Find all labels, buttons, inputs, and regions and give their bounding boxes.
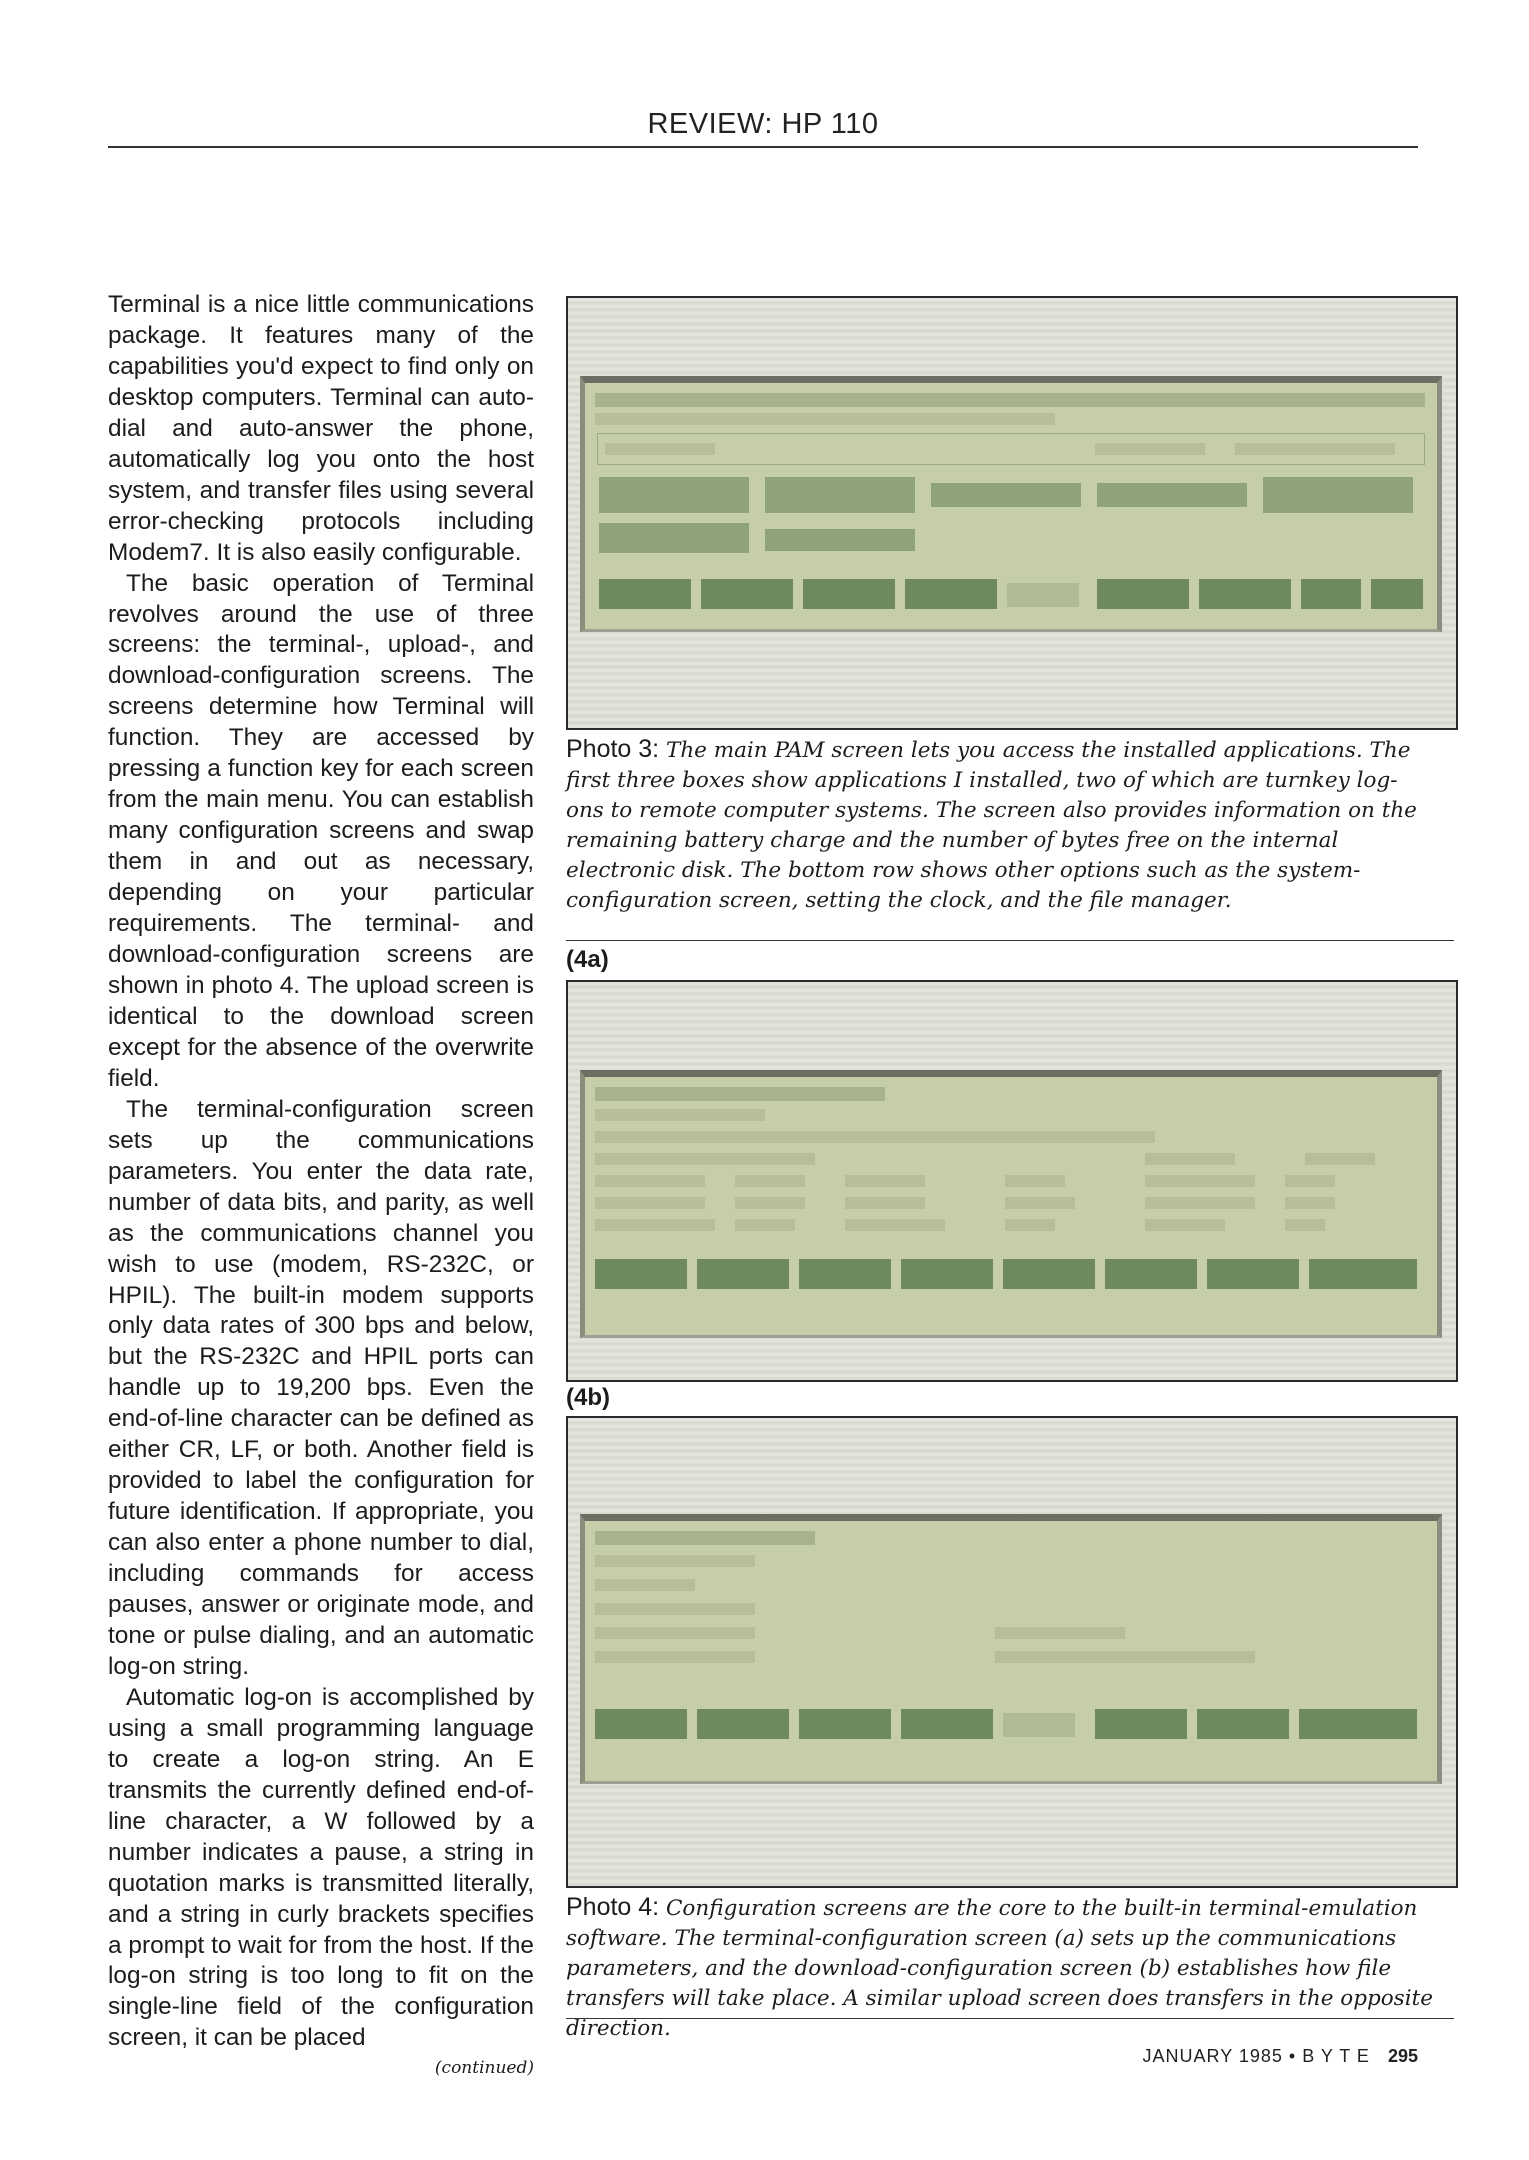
caption-rule-2 [566,2018,1454,2019]
footer-issue: JANUARY 1985 • B Y T E [1142,2046,1370,2066]
download-config-display [580,1514,1442,1784]
page-number: 295 [1387,2046,1418,2066]
photo-4b-download-config-screen [566,1416,1458,1888]
page-footer [1143,2046,1418,2067]
continued-note: (continued) [434,2058,534,2079]
photo-4a-label: (4a) [566,946,609,973]
article-body [108,290,534,2080]
terminal-config-display [580,1070,1442,1338]
body-paragraph-3: The terminal-configuration screen sets up the communications parameters. You enter the data rate, number of data bits, and parity, as well as the communications channel you wish to use (modem, RS-232C, or HPIL). The built-in modem supports only data rates of 300 bps and below, but the RS-232C and HPIL ports can handle up to 19,200 bps. Even the end-of-line character can be defined as either CR, LF, or both. Another field is provided to label the configuration for future identification. If appropriate, you can also enter a phone number to dial, including commands for access pauses, answer or originate mode, and tone or pulse dialing, and an automatic log-on string. [108,1095,534,1680]
photo-4b-label: (4b) [566,1384,610,1411]
photo-4-caption [566,1892,1444,2044]
photo-3-label: Photo 3: [566,735,660,763]
body-paragraph-1: Terminal is a nice little communications package. It features many of the capabilities you'd expect to find only on desktop computers. Terminal can auto-dial and auto-answer the phone, automatically log you onto the host system, and transfer files using several error-checking protocols including Modem7. It is also easily configurable. [108,291,534,566]
photo-4a-terminal-config-screen [566,980,1458,1382]
header-rule [108,146,1418,148]
body-paragraph-4: Automatic log-on is accomplished by using a small programming language to create a log-on string. An E transmits the currently defined end-of-line character, a W followed by a number indicates a pause, a string in quotation marks is transmitted literally, and a string in curly brackets specifies a prompt to wait for from the host. If the log-on string is too long to fit on the single-line field of the configuration screen, it can be placed [108,1683,534,2052]
running-header: REVIEW: HP 110 [647,108,879,140]
photo-3-caption [566,734,1426,916]
body-paragraph-2: The basic operation of Terminal revolves around the use of three screens: the terminal-, upload-, and download-configuration screens. The screens determine how Terminal will function. They are accessed by pressing a function key for each screen from the main menu. You can establish many configuration screens and swap them in and out as necessary, depending on your particular requirements. The terminal- and download-configuration screens are shown in photo 4. The upload screen is identical to the download screen except for the absence of the overwrite field. [108,569,534,1092]
photo-4-caption-text: Configuration screens are the core to the built-in terminal-emulation software. The terminal-configuration screen (a) sets up the communications parameters, and the download-configuration screen (b) establishes how file transfers will take place. A similar upload screen does transfers in the opposite direction. [566,1896,1433,2041]
photo-3-pam-screen [566,296,1458,730]
caption-rule-1 [566,940,1454,941]
pam-screen-display [580,376,1442,632]
photo-4-label: Photo 4: [566,1893,660,1921]
photo-3-caption-text: The main PAM screen lets you access the installed applications. The first three boxes show applications I installed, two of which are turnkey log-ons to remote computer systems. The screen also provides information on the remaining battery charge and the number of bytes free on the internal electronic disk. The bottom row shows other options such as the system-configuration screen, setting the clock, and the file manager. [566,738,1417,913]
